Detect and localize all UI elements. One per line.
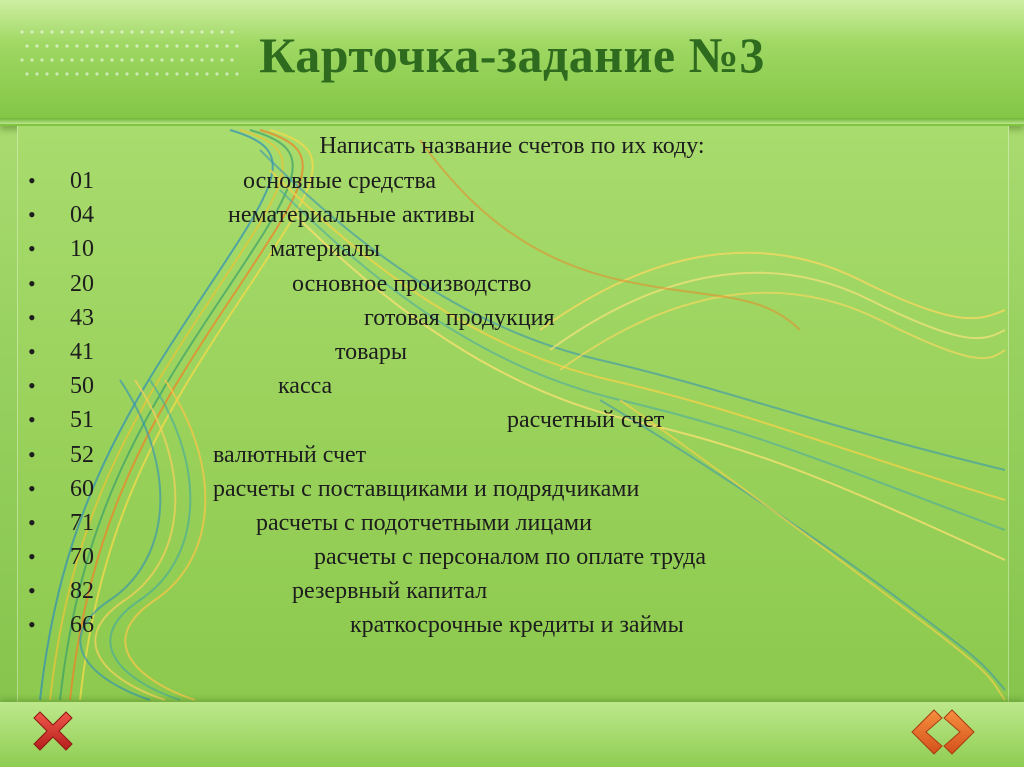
- bullet: •: [28, 270, 36, 296]
- bullet: •: [28, 578, 36, 604]
- list-item: [0, 167, 1024, 201]
- account-code: 50: [70, 373, 94, 400]
- list-item: [0, 338, 1024, 372]
- bullet: •: [28, 441, 36, 467]
- account-code: 52: [70, 441, 94, 468]
- list-item: [0, 372, 1024, 406]
- list-item: [0, 304, 1024, 338]
- footer-bar: [0, 702, 1024, 767]
- bullet: •: [28, 407, 36, 433]
- account-code: 66: [70, 612, 94, 639]
- account-code: 20: [70, 270, 94, 297]
- bullet: •: [28, 509, 36, 535]
- account-code: 71: [70, 509, 94, 536]
- bullet: •: [28, 612, 36, 638]
- list-item: [0, 441, 1024, 475]
- account-name: расчеты с подотчетными лицами: [256, 509, 592, 536]
- account-name: готовая продукция: [364, 304, 555, 331]
- bullet: •: [28, 544, 36, 570]
- account-code: 70: [70, 544, 94, 571]
- list-item: [0, 406, 1024, 440]
- bullet: •: [28, 202, 36, 228]
- account-code: 04: [70, 202, 94, 229]
- bullet: •: [28, 475, 36, 501]
- account-name: расчетный счет: [507, 407, 665, 434]
- account-code: 51: [70, 407, 94, 434]
- accounts-list: [0, 167, 1024, 646]
- account-name: касса: [278, 373, 333, 400]
- chevron-right-icon[interactable]: [942, 706, 982, 758]
- bullet: •: [28, 373, 36, 399]
- account-name: расчеты с персоналом по оплате труда: [314, 544, 707, 571]
- account-code: 43: [70, 304, 94, 331]
- list-item: [0, 201, 1024, 235]
- account-name: нематериальные активы: [228, 202, 475, 229]
- list-item: [0, 509, 1024, 543]
- bullet: •: [28, 168, 36, 193]
- account-name: основное производство: [292, 270, 532, 297]
- account-name: расчеты с поставщиками и подрядчиками: [213, 475, 640, 502]
- account-code: 82: [70, 578, 94, 605]
- bullet: •: [28, 304, 36, 330]
- list-item: [0, 611, 1024, 645]
- close-x-icon[interactable]: [28, 706, 78, 756]
- list-item: [0, 543, 1024, 577]
- slide-title: Карточка-задание №3: [259, 27, 765, 83]
- account-name: товары: [335, 338, 407, 365]
- bullet: •: [28, 338, 36, 364]
- account-code: 60: [70, 475, 94, 502]
- list-item: [0, 475, 1024, 509]
- list-item: [0, 235, 1024, 269]
- account-code: 10: [70, 236, 94, 263]
- account-name: резервный капитал: [292, 578, 488, 605]
- account-name: основные средства: [243, 168, 437, 194]
- account-code: 01: [70, 168, 94, 194]
- task-subtitle: Написать название счетов по их коду:: [319, 133, 705, 159]
- list-item: [0, 577, 1024, 611]
- account-name: валютный счет: [213, 441, 367, 468]
- chevron-left-icon[interactable]: [904, 706, 944, 758]
- bullet: •: [28, 236, 36, 262]
- list-item: [0, 270, 1024, 304]
- account-name: краткосрочные кредиты и займы: [350, 612, 684, 639]
- account-name: материалы: [270, 236, 381, 263]
- account-code: 41: [70, 338, 94, 365]
